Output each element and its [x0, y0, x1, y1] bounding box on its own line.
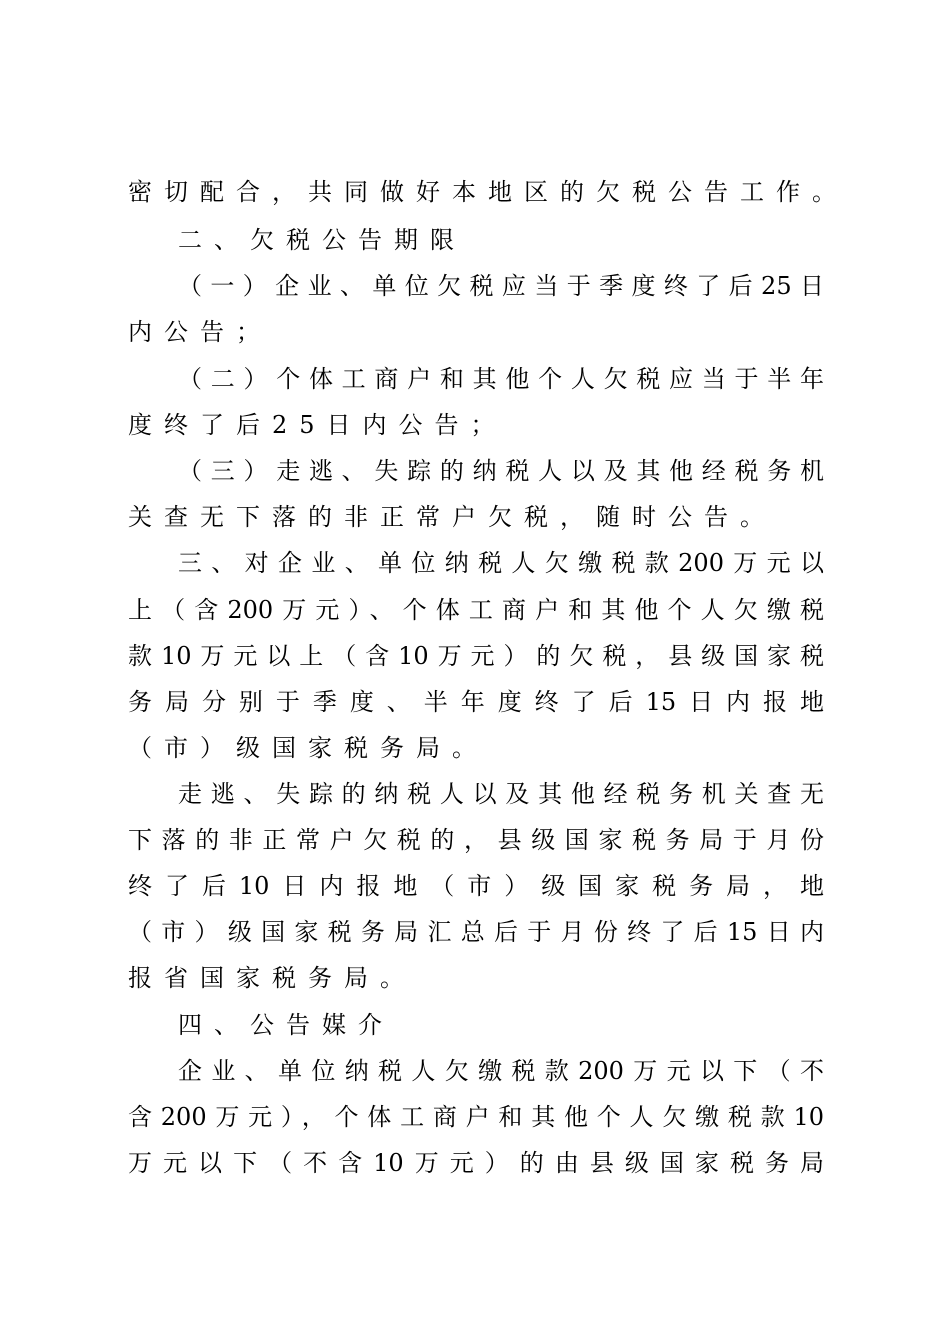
text-line: 上（含200万元）、个体工商户和其他个人欠缴税 — [128, 596, 824, 624]
text-line: 企业、单位纳税人欠缴税款200万元以下（不 — [178, 1057, 824, 1085]
section-heading: 四、公告媒介 — [178, 1011, 394, 1039]
text-line: （市）级国家税务局汇总后于月份终了后15日内 — [128, 918, 824, 946]
text-line: 度终了后25日内公告； — [128, 411, 507, 439]
text-line: 务局分别于季度、半年度终了后15日内报地 — [128, 688, 824, 716]
text-line: 走逃、失踪的纳税人以及其他经税务机关查无 — [178, 780, 824, 808]
text-line: 款10万元以上（含10万元）的欠税，县级国家税 — [128, 642, 824, 670]
text-line: 内公告； — [128, 318, 272, 346]
text-line: 万元以下（不含10万元）的由县级国家税务局 — [128, 1149, 824, 1177]
text-line: 报省国家税务局。 — [128, 964, 416, 992]
text-line: 终了后10日内报地（市）级国家税务局，地 — [128, 872, 824, 900]
text-line: 三、对企业、单位纳税人欠缴税款200万元以 — [178, 549, 824, 577]
text-line: （二）个体工商户和其他个人欠税应当于半年 — [178, 365, 824, 393]
text-line: 含200万元），个体工商户和其他个人欠缴税款10 — [128, 1103, 824, 1131]
text-line: 下落的非正常户欠税的，县级国家税务局于月份 — [128, 826, 824, 854]
section-heading: 二、欠税公告期限 — [178, 226, 466, 254]
text-line: （三）走逃、失踪的纳税人以及其他经税务机 — [178, 457, 824, 485]
text-line: （一）企业、单位欠税应当于季度终了后25日 — [178, 272, 824, 300]
text-line: （市）级国家税务局。 — [128, 734, 488, 762]
text-line: 关查无下落的非正常户欠税，随时公告。 — [128, 503, 776, 531]
text-line: 密切配合，共同做好本地区的欠税公告工作。 — [128, 178, 848, 206]
